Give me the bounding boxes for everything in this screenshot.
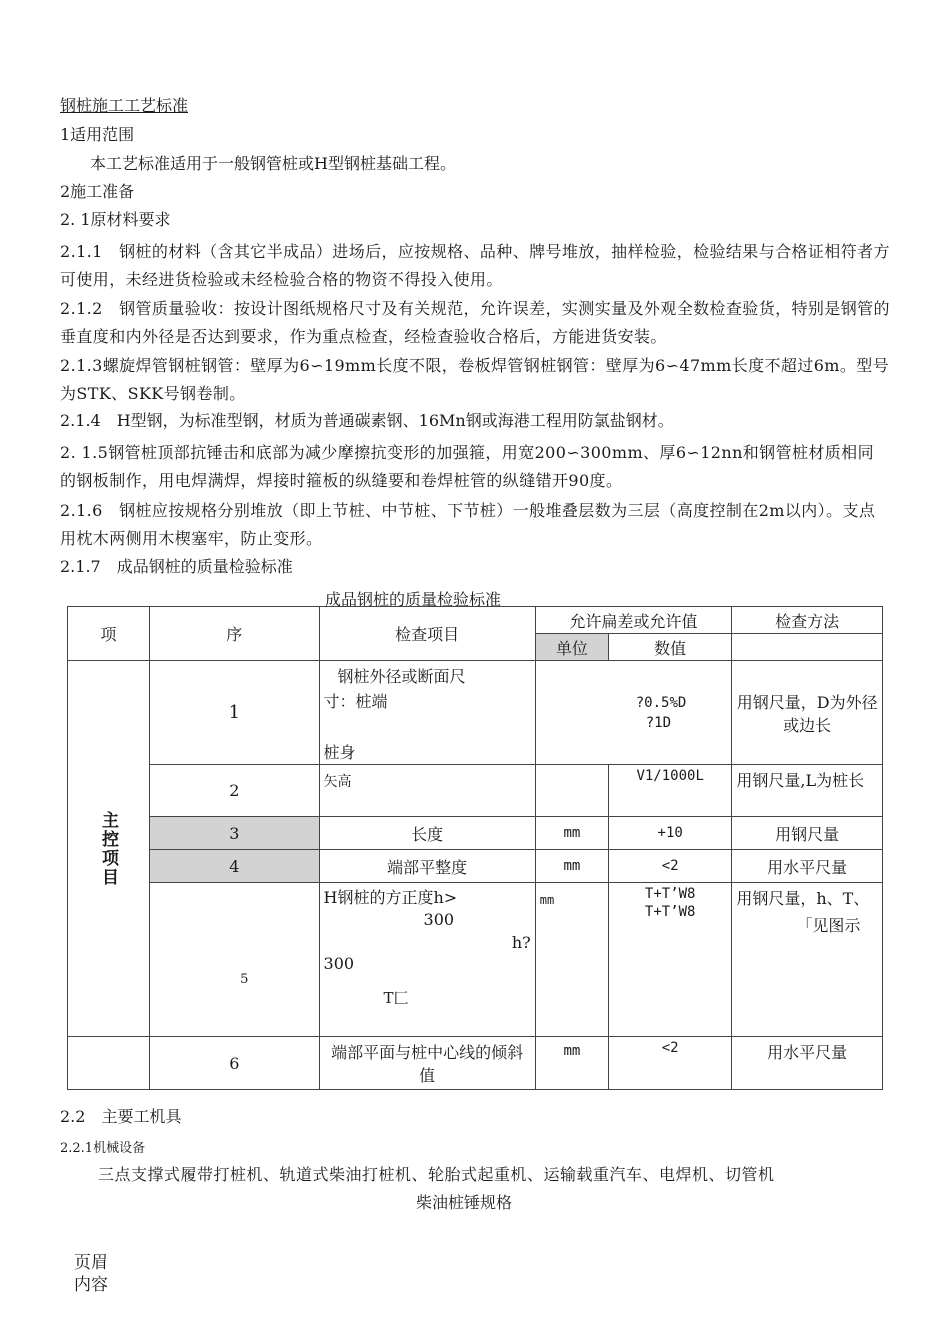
- row-6-item: 端部平面与桩中心线的倾斜值: [319, 1037, 535, 1090]
- row-3-unit: mm: [535, 817, 608, 850]
- row-4-method: 用水平尺量: [732, 850, 883, 883]
- section-2-1-heading: 2. 1原材料要求: [60, 210, 171, 229]
- row-2-item: 矢高: [319, 765, 535, 817]
- section-2-2-1-heading: 2.2.1机械设备: [60, 1141, 146, 1156]
- row-5-value: [609, 883, 732, 1037]
- paragraph-2-1-3: 2.1.3螺旋焊管钢桩钢管：壁厚为6∽19mm长度不限，卷板焊管钢桩钢管：壁厚为6∽47mm长度不超过6m。型号为STK、SKK号钢卷制。: [60, 356, 890, 403]
- row-5-item-line-e: T匚: [383, 989, 409, 1007]
- row-4-unit: mm: [535, 850, 608, 883]
- row-1-item-line-a: 钢桩外径或断面尺: [337, 667, 466, 686]
- doc-title: 钢桩施工工艺标准: [60, 96, 189, 115]
- row-6-unit: mm: [535, 1037, 608, 1090]
- hammer-spec-heading: 柴油桩锤规格: [416, 1193, 513, 1212]
- header-check-item: 检查项目: [319, 607, 535, 661]
- footer-line-1: 页眉: [74, 1253, 108, 1273]
- row-1-seq: 1: [150, 661, 319, 765]
- header-method: 检查方法: [732, 607, 883, 634]
- paragraph-2-1-6: 2.1.6 钢桩应按规格分别堆放（即上节桩、中节桩、下节桩）一般堆叠层数为三层（高度控制在2m以内）。支点用枕木两侧用木楔塞牢，防止变形。: [60, 501, 876, 548]
- header-seq: 序: [150, 607, 319, 661]
- row-5-item-line-c: h?: [511, 933, 531, 952]
- row-6-group-blank: [68, 1037, 150, 1090]
- row-1-item-line-b: 寸：桩端: [323, 692, 388, 711]
- paragraph-2-1-1: 2.1.1 钢桩的材料（含其它半成品）进场后，应按规格、品种、牌号堆放，抽样检验，检验结果与合格证相符者方可使用，未经进货检验或未经检验合格的物资不得投入使用。: [60, 242, 890, 289]
- group-main-control: [68, 661, 150, 1037]
- row-2-method: 用钢尺量,L为桩长: [732, 765, 883, 817]
- row-5-method: [732, 883, 883, 1037]
- row-2-seq: 2: [150, 765, 319, 817]
- row-5-seq: 5: [150, 883, 319, 1037]
- section-2-2-heading: 2.2 主要工机具: [60, 1107, 182, 1126]
- row-4-seq: 4: [150, 850, 319, 883]
- section-1-heading: 1适用范围: [60, 125, 135, 144]
- header-tolerance: 允许扁差或允许值: [535, 607, 732, 634]
- paragraph-2-1-2: 2.1.2 钢管质量验收：按设计图纸规格尺寸及有关规范，允许误差，实测实量及外观全数检查验货，特别是钢管的垂直度和内外径是否达到要求，作为重点检查，经检查验收合格后，方能进货安装。: [60, 299, 890, 346]
- row-5-item-line-b: 300: [423, 910, 455, 929]
- section-2-heading: 2施工准备: [60, 182, 135, 201]
- row-6-seq: 6: [150, 1037, 319, 1090]
- row-3-item: 长度: [319, 817, 535, 850]
- header-value: 数值: [609, 634, 732, 661]
- group-label: 主控项目: [98, 810, 119, 887]
- row-5-unit: mm: [535, 883, 608, 1037]
- paragraph-2-1-4: 2.1.4 H型钢，为标准型钢，材质为普通碳素钢、16Mn钢或海港工程用防氯盐钢材。: [60, 411, 674, 430]
- row-5-value-b: T+T’W8: [644, 904, 696, 920]
- quality-inspection-table: [67, 606, 883, 1090]
- row-5-method-b: 「见图示: [796, 916, 861, 935]
- row-5-item-line-d: 300: [323, 954, 355, 973]
- row-4-item: 端部平整度: [319, 850, 535, 883]
- header-method-blank: [732, 634, 883, 661]
- row-5-item-line-a: H钢桩的方正度h>: [323, 888, 458, 907]
- row-6-value: <2: [609, 1037, 732, 1090]
- row-5-method-a: 用钢尺量，h、T、: [736, 889, 870, 908]
- row-3-method: 用钢尺量: [732, 817, 883, 850]
- section-1-text: 本工艺标准适用于一般钢管桩或H型钢桩基础工程。: [90, 154, 456, 173]
- equipment-list: 三点支撑式履带打桩机、轨道式柴油打桩机、轮胎式起重机、运输载重汽车、电焊机、切管机: [98, 1165, 775, 1184]
- row-1-value: [535, 661, 732, 765]
- header-item: 项: [68, 607, 150, 661]
- row-2-value: V1/1000L: [609, 765, 732, 817]
- row-6-method: 用水平尺量: [732, 1037, 883, 1090]
- row-4-value: <2: [609, 850, 732, 883]
- row-1-method: 用钢尺量，D为外径或边长: [732, 661, 883, 765]
- header-unit: 单位: [535, 634, 608, 661]
- row-5-item: [319, 883, 535, 1037]
- paragraph-2-1-7: 2.1.7 成品钢桩的质量检验标准: [60, 557, 293, 576]
- paragraph-2-1-5: 2. 1.5钢管桩顶部抗锤击和底部为减少摩擦抗变形的加强箍，用宽200∽300mm、厚6∽12nn和钢管桩材质相同的钢板制作，用电焊满焊，焊接时箍板的纵缝要和卷焊桩管的纵缝错开90度。: [60, 443, 874, 490]
- row-5-value-a: T+T’W8: [644, 886, 696, 902]
- row-3-value: +10: [609, 817, 732, 850]
- row-2-unit: [535, 765, 608, 817]
- row-1-item-line-c: 桩身: [323, 743, 356, 762]
- row-1-value-a: ?0.5%D: [635, 694, 687, 711]
- footer-line-2: 内容: [74, 1275, 108, 1295]
- row-3-seq: 3: [150, 817, 319, 850]
- row-1-item: [319, 661, 535, 765]
- table-caption: 成品钢桩的质量检验标准: [325, 590, 502, 609]
- row-1-value-b: ?1D: [645, 714, 672, 731]
